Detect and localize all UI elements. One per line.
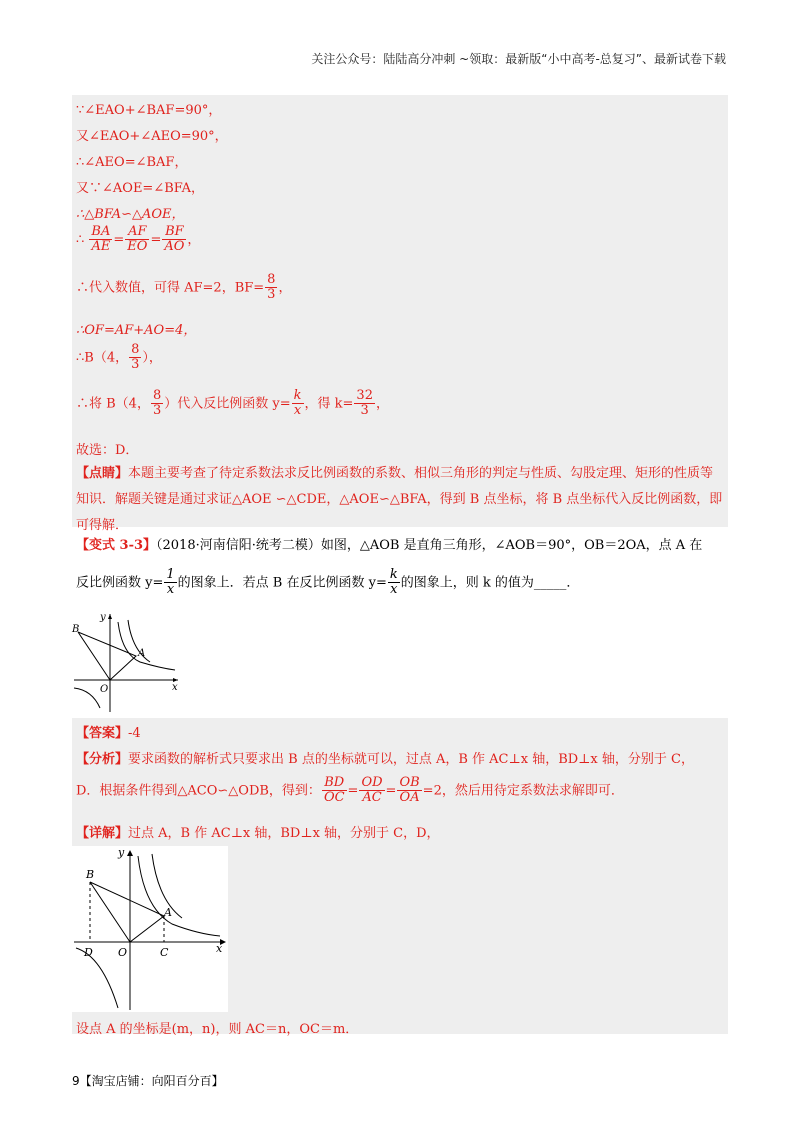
page-footer: 9【淘宝店铺：向阳百分百】 [72, 1074, 224, 1088]
figure-label: A [164, 906, 172, 919]
solution-line-5: ∴△BFA∽△AOE， [76, 207, 185, 222]
figure-label: O [118, 946, 128, 959]
fraction: $\frac{AF}{EO}$ [127, 224, 148, 255]
solution-line-1: ∵∠EAO+∠BAF=90°， [76, 103, 222, 118]
figure-label: D [84, 946, 93, 959]
answer-block [72, 718, 728, 1037]
figure-label: y [118, 846, 125, 859]
solution-block [72, 95, 728, 533]
figure-label: B [72, 624, 80, 635]
fraction: $\frac{BA}{AE}$ [91, 224, 111, 255]
problem-statement: 【变式 3-3】（2018·河南信阳·统考二模）如图，△AOB 是直角三角形，∠AOB＝90°，OB＝2OA，点 A 在 [76, 538, 703, 553]
analysis-line-1: 【分析】要求函数的解析式只要求出 B 点的坐标就可以，过点 A，B 作 AC⊥x 轴，BD⊥x 轴，分别于 C， [76, 752, 694, 767]
comment-paragraph: 【点睛】本题主要考查了待定系数法求反比例函数的系数、相似三角形的判定与性质、勾股定理、矩形的性质等知识．解题关键是通过求证△AOE ∽△CDE，△AOE∽△BFA，得到 B 点坐标，将 B 点坐标代入反比例函数，即可得解． [76, 466, 723, 533]
solution-line-7: ∴代入数值，可得 AF=2，BF= $\frac{8}{3}$ ， [76, 272, 292, 303]
solution-line-8: ∴OF=AF+AO=4， [76, 323, 197, 338]
figure-label: C [160, 946, 169, 959]
final-line: 设点 A 的坐标是(m，n)，则 AC＝n，OC＝m． [76, 1022, 359, 1037]
solution-line-11: 故选：D． [76, 443, 139, 458]
figure-label: x [216, 942, 223, 955]
problem-statement-line-2: 反比例函数 y= $\frac{1}{x}$ 的图象上．若点 B 在反比例函数 y= $\frac{k}{x}$ 的图象上，则 k 的值为_____． [76, 567, 580, 598]
figure-label: y [100, 612, 106, 623]
solution-line-2: 又∠EAO+∠AEO=90°， [76, 129, 228, 144]
solution-line-9: ∴B（4， $\frac{8}{3}$ ）， [76, 342, 162, 373]
detail-line: 【详解】过点 A，B 作 AC⊥x 轴，BD⊥x 轴，分别于 C，D， [76, 826, 440, 841]
figure-label: A [138, 648, 146, 659]
solution-line-3: ∴∠AEO=∠BAF， [76, 155, 188, 170]
figure-label: O [100, 684, 109, 695]
detail-figure [72, 846, 228, 1012]
problem-figure [70, 610, 185, 715]
fraction: $\frac{BF}{AO}$ [164, 224, 185, 255]
solution-line-4: 又∵∠AOE=∠BFA， [76, 181, 205, 196]
solution-line-10: ∴将 B（4， $\frac{8}{3}$ ）代入反比例函数 y= $\frac{k}{x}$ ，得 k= $\frac{32}{3}$ ， [76, 388, 389, 419]
solution-line-6: ∴ $\frac{BA}{AE}$ = $\frac{AF}{EO}$ = $\frac{BF}{AO}$ ， [76, 224, 201, 255]
figure-label: x [172, 682, 178, 693]
analysis-line-2: D．根据条件得到△ACO∽△ODB，得到： $\frac{BD}{OC}$ = $\frac{OD}{AC}$ = $\frac{OB}{OA}$ =2，然后用待定系数法求解即可． [76, 775, 624, 806]
figure-label: B [86, 868, 95, 881]
page-header: 关注公众号：陆陆高分冲刺 ~领取：最新版“小中高考-总复习”、最新试卷下载 [311, 52, 726, 66]
answer-line: 【答案】-4 [76, 726, 141, 741]
